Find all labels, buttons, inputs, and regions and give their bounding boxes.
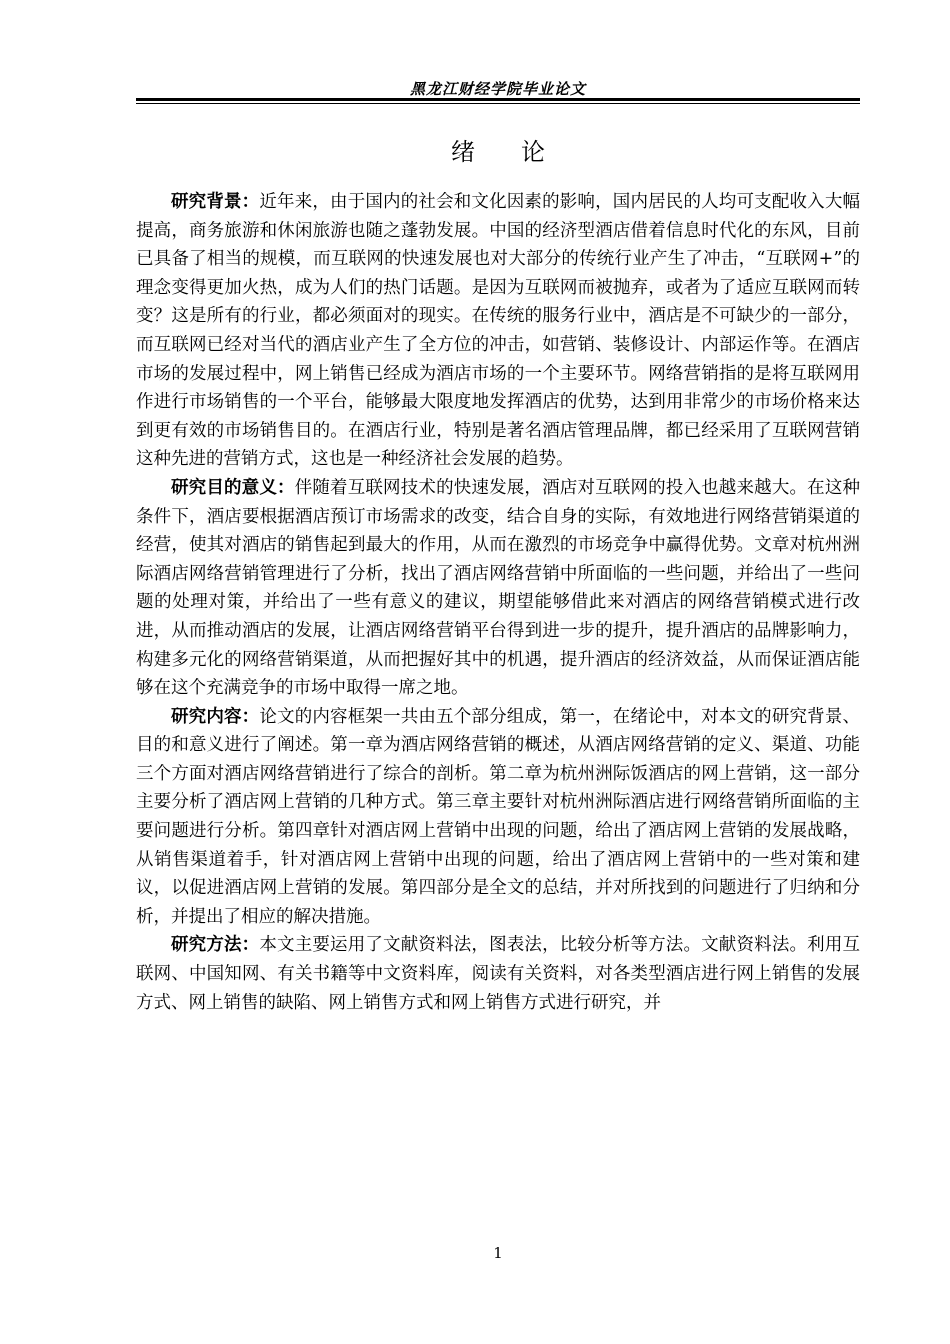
paragraph-methods [136, 931, 860, 1017]
paragraph-content [136, 703, 860, 932]
paragraph-text: 近年来，由于国内的社会和文化因素的影响，国内居民的人均可支配收入大幅提高，商务旅游和休闲旅游也随之蓬勃发展。中国的经济型酒店借着信息时代化的东风，目前已具备了相当的规模，而互联网的快速发展也对大部分的传统行业产生了冲击，“互联网+”的理念变得更加火热，成为人们的热门话题。是因为互联网而被抛弃，或者为了适应互联网而转变？这是所有的行业，都必须面对的现实。在传统的服务行业中，酒店是不可缺少的一部分，而互联网已经对当代的酒店业产生了全方位的冲击，如营销、装修设计、内部运作等。在酒店市场的发展过程中，网上销售已经成为酒店市场的一个主要环节。网络营销指的是将互联网用作进行市场销售的一个平台，能够最大限度地发挥酒店的优势，达到用非常少的市场价格来达到更有效的市场销售目的。在酒店行业，特别是著名酒店管理品牌，都已经采用了互联网营销这种先进的营销方式，这也是一种经济社会发展的趋势。 [136, 192, 861, 470]
paragraph-text: 伴随着互联网技术的快速发展，酒店对互联网的投入也越来越大。在这种条件下，酒店要根据酒店预订市场需求的改变，结合自身的实际，有效地进行网络营销渠道的经营，使其对酒店的销售起到最大的作用，从而在激烈的市场竞争中赢得优势。文章对杭州洲际酒店网络营销管理进行了分析，找出了酒店网络营销中所面临的一些问题，并给出了一些问题的处理对策，并给出了一些有意义的建议，期望能够借此来对酒店的网络营销模式进行改进，从而推动酒店的发展，让酒店网络营销平台得到进一步的提升，提升酒店的品牌影响力，构建多元化的网络营销渠道，从而把握好其中的机遇，提升酒店的经济效益，从而保证酒店能够在这个充满竞争的市场中取得一席之地。 [136, 477, 861, 699]
paragraph-text: 论文的内容框架一共由五个部分组成，第一，在绪论中，对本文的研究背景、目的和意义进行了阐述。第一章为酒店网络营销的概述，从酒店网络营销的定义、渠道、功能三个方面对酒店网络营销进行了综合的剖析。第二章为杭州洲际饭酒店的网上营销，这一部分主要分析了酒店网上营销的几种方式。第三章主要针对杭州洲际酒店进行网络营销所面临的主要问题进行分析。第四章针对酒店网上营销中出现的问题，给出了酒店网上营销的发展战略，从销售渠道着手，针对酒店网上营销中出现的问题，给出了酒店网上营销中的一些对策和建议，以促进酒店网上营销的发展。第四部分是全文的总结，并对所找到的问题进行了归纳和分析，并提出了相应的解决措施。 [136, 706, 861, 927]
section-label: 研究背景： [171, 192, 260, 212]
running-header: 黑龙江财经学院毕业论文 [409, 80, 586, 98]
document-body [136, 188, 860, 1017]
section-label: 研究内容： [171, 706, 260, 727]
section-label: 研究方法： [171, 935, 260, 956]
page-number: 1 [493, 1244, 503, 1262]
header-rule-thick [136, 98, 860, 101]
page-title: 绪论 [451, 138, 591, 166]
header-rule-thin [136, 103, 860, 104]
section-label: 研究目的意义： [171, 477, 295, 498]
paragraph-purpose [136, 474, 860, 703]
paragraph-text: 本文主要运用了文献资料法，图表法，比较分析等方法。文献资料法。利用互联网、中国知网、有关书籍等中文资料库，阅读有关资料，对各类型酒店进行网上销售的发展方式、网上销售的缺陷、网上销售方式和网上销售方式进行研究，并 [136, 935, 861, 1013]
paragraph-background [136, 188, 860, 474]
